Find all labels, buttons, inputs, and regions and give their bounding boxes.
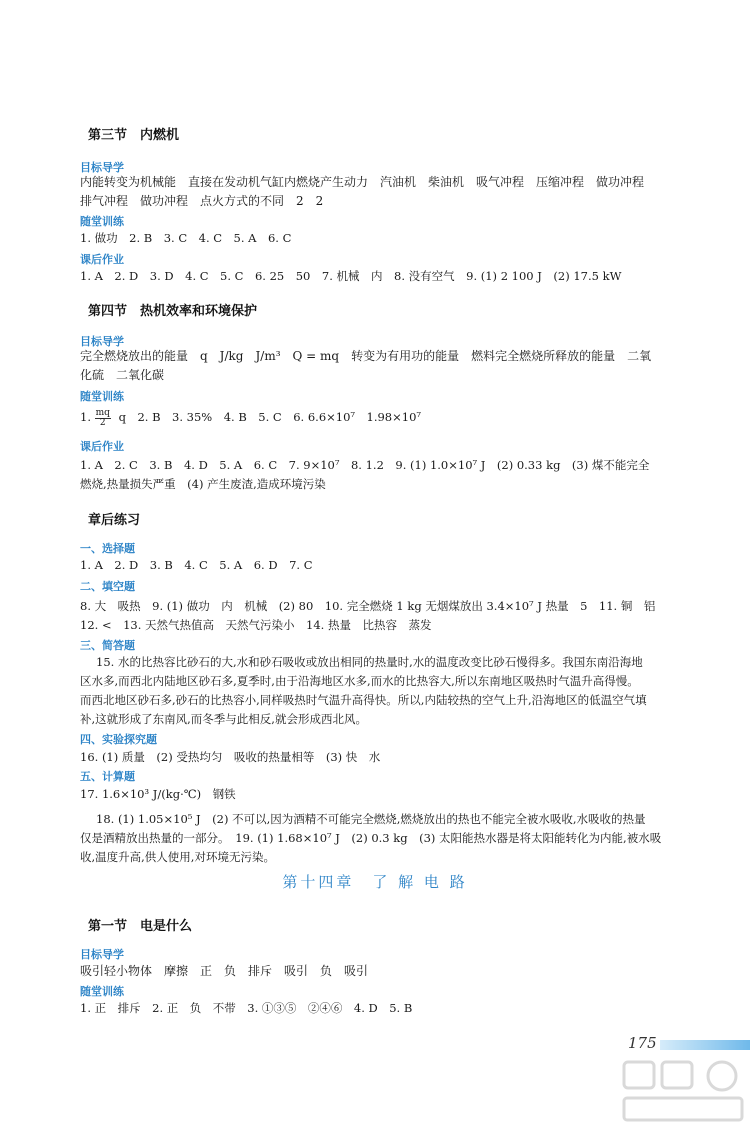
calculation-answer-17: 17. 1.6×10³ J/(kg·℃) 钢铁 <box>80 787 236 801</box>
subheading-calculation: 五、计算题 <box>80 770 135 783</box>
watermark-logo-icon <box>618 1056 750 1126</box>
subheading-multiple-choice: 一、选择题 <box>80 542 135 555</box>
subheading-goal: 目标导学 <box>80 161 124 174</box>
review-title: 章后练习 <box>88 513 141 528</box>
fill-in-line-2: 12. < 13. 天然气热值高 天然气污染小 14. 热量 比热容 蒸发 <box>80 618 432 632</box>
goal-line-2: 化硫 二氧化碳 <box>80 368 165 382</box>
class-practice-answers: 1. 做功 2. B 3. C 4. C 5. A 6. C <box>80 231 292 245</box>
section-title-what-is-electricity: 第一节 电是什么 <box>88 919 193 934</box>
answer-rest: q 2. B 3. 35% 4. B 5. C 6. 6.6×10⁷ 1.98×10⁷ <box>118 410 422 424</box>
homework-line-1: 1. A 2. C 3. B 4. D 5. A 6. C 7. 9×10⁷ 8. 1.2 9. (1) 1.0×10⁷ J (2) 0.33 kg (3) 煤不能完全 <box>80 458 650 472</box>
chapter-title: 第十四章 了 解 电 路 <box>282 873 468 891</box>
subheading-homework: 课后作业 <box>80 253 124 266</box>
short-answer-line-3: 而西北地区砂石多,砂石的比热容小,同样吸热时气温升高得快。所以,内陆较热的空气上升,沿海地区的低温空气填 <box>80 693 647 707</box>
class-practice-answers: 1. 正 排斥 2. 正 负 不带 3. ①③⑤ ②④⑥ 4. D 5. B <box>80 1001 413 1015</box>
short-answer-line-2: 区水多,而西北内陆地区砂石多,夏季时,由于沿海地区水多,而水的比热容大,所以东南地区吸热时气温升高得慢。 <box>80 674 639 688</box>
homework-line-2: 燃烧,热量损失严重 (4) 产生废渣,造成环境污染 <box>80 477 326 491</box>
subheading-homework: 课后作业 <box>80 440 124 453</box>
homework-answers: 1. A 2. D 3. D 4. C 5. C 6. 25 50 7. 机械 内 8. 没有空气 9. (1) 2 100 J (2) 17.5 kW <box>80 269 622 283</box>
goal-line-1: 内能转变为机械能 直接在发动机气缸内燃烧产生动力 汽油机 柴油机 吸气冲程 压缩冲程 做功冲程 <box>80 175 645 189</box>
subheading-goal: 目标导学 <box>80 335 124 348</box>
subheading-class-practice: 随堂训练 <box>80 390 124 403</box>
section-title-internal-combustion: 第三节 内燃机 <box>88 128 180 143</box>
goal-line-2: 排气冲程 做功冲程 点火方式的不同 2 2 <box>80 194 324 208</box>
class-practice-answers <box>80 408 421 428</box>
fill-in-line-1: 8. 大 吸热 9. (1) 做功 内 机械 (2) 80 10. 完全燃烧 1 kg 无烟煤放出 3.4×10⁷ J 热量 5 11. 铜 铝 <box>80 599 656 613</box>
section-title-heat-efficiency: 第四节 热机效率和环境保护 <box>88 304 258 319</box>
goal-line-1: 吸引轻小物体 摩擦 正 负 排斥 吸引 负 吸引 <box>80 964 369 978</box>
fraction-denominator: 2 <box>99 417 106 428</box>
fraction <box>95 409 111 428</box>
answer-number: 1. <box>80 410 91 424</box>
experiment-answers: 16. (1) 质量 (2) 受热均匀 吸收的热量相等 (3) 快 水 <box>80 750 381 764</box>
subheading-fill-in: 二、填空题 <box>80 580 135 593</box>
subheading-short-answer: 三、简答题 <box>80 639 135 652</box>
multiple-choice-answers: 1. A 2. D 3. B 4. C 5. A 6. D 7. C <box>80 558 313 572</box>
calculation-line-1: 18. (1) 1.05×10⁵ J (2) 不可以,因为酒精不可能完全燃烧,燃烧放出的热也不能完全被水吸收,水吸收的热量 <box>96 812 646 826</box>
calculation-line-2: 仅是酒精放出热量的一部分。 19. (1) 1.68×10⁷ J (2) 0.3 kg (3) 太阳能热水器是将太阳能转化为内能,被水吸 <box>80 831 662 845</box>
subheading-experiment: 四、实验探究题 <box>80 733 157 746</box>
subheading-class-practice: 随堂训练 <box>80 215 124 228</box>
page-number-bar <box>660 1040 750 1050</box>
calculation-line-3: 收,温度升高,供人使用,对环境无污染。 <box>80 850 275 864</box>
page-number: 175 <box>628 1034 657 1052</box>
subheading-class-practice: 随堂训练 <box>80 985 124 998</box>
goal-line-1: 完全燃烧放出的能量 q J/kg J/m³ Q = mq 转变为有用功的能量 燃料完全燃烧所释放的能量 二氧 <box>80 349 652 363</box>
short-answer-line-1: 15. 水的比热容比砂石的大,水和砂石吸收或放出相同的热量时,水的温度改变比砂石慢得多。我国东南沿海地 <box>96 655 643 669</box>
fraction-numerator: mq <box>95 407 110 418</box>
short-answer-line-4: 补,这就形成了东南风,而冬季与此相反,就会形成西北风。 <box>80 712 367 726</box>
subheading-goal: 目标导学 <box>80 948 124 961</box>
